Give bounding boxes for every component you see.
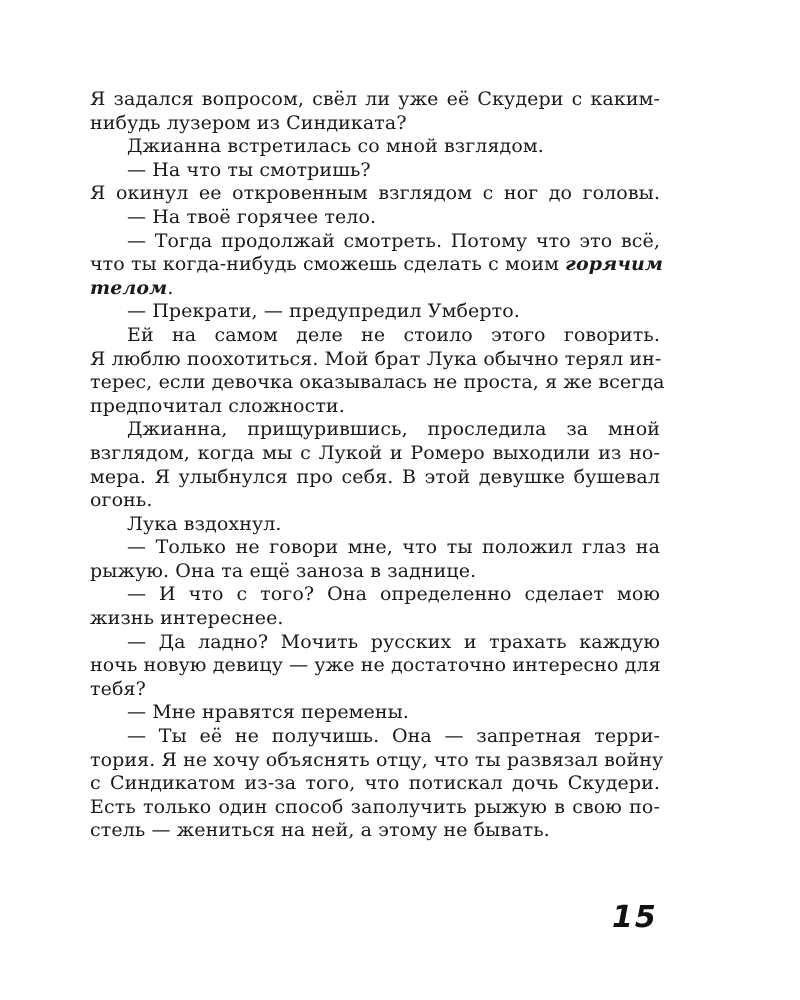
text-line [90,678,660,702]
text-line [90,607,660,631]
text-line [90,654,660,678]
text-line [90,796,660,820]
text-line [90,725,660,749]
line-text: — Прекрати, — предупредил Умберто. [127,300,520,323]
line-text: — На что ты смотришь? [127,158,371,181]
text-line [90,489,660,513]
text-line [90,442,660,466]
italic-emphasis: горячим [565,253,664,276]
line-text: — Тогда продолжай смотреть. Потому что это всё, [127,229,660,252]
line-text: взглядом, когда мы с Лукой и Ромеро выходили из но- [90,441,660,464]
line-text: — Мне нравятся перемены. [127,701,410,724]
line-text: стель — жениться на ней, а этому не бывать. [90,819,550,842]
text-line [90,159,660,183]
text-line [90,300,660,324]
text-line [90,253,664,277]
line-text: Джианна, прищурившись, проследила за мной [127,418,660,441]
line-text: рыжую. Она та ещё заноза в заднице. [90,559,477,582]
text-line [90,206,660,230]
text-line [90,466,660,490]
line-text: — Только не говори мне, что ты положил глаз на [127,536,660,559]
text-line [90,819,660,843]
text-line [90,418,660,442]
text-line [90,560,660,584]
page-body-text [90,88,665,843]
line-text: . [167,276,174,299]
text-line [90,701,660,725]
text-line [90,536,660,560]
line-text: Джианна встретилась со мной взглядом. [127,135,544,158]
text-line [90,583,660,607]
text-line [90,230,660,254]
italic-emphasis: телом [90,276,168,299]
line-text: тебя? [90,677,146,700]
line-text: предпочитал сложности. [90,394,345,417]
text-line [90,772,660,796]
line-text: нибудь лузером из Синдиката? [90,111,407,134]
text-line [90,395,660,419]
text-line [90,88,660,112]
text-line [90,631,660,655]
line-text: огонь. [90,489,153,512]
text-line [90,112,660,136]
line-text: мера. Я улыбнулся про себя. В этой девушке бушевал [90,465,660,488]
text-line [90,324,660,348]
line-text: Я окинул ее откровенным взглядом с ног до головы. [90,182,660,205]
text-line [90,748,664,773]
text-line [90,348,660,372]
line-text: — На твоё горячее тело. [127,205,377,228]
line-text: Ей на самом деле не стоило этого говорить. [127,323,660,346]
text-line [90,371,665,395]
line-text: Есть только один способ заполучить рыжую в свою по- [90,795,660,818]
page-number: 15 [612,900,658,935]
line-text: — Ты её не получишь. Она — запретная терри- [127,725,660,748]
line-text: жизнь интереснее. [90,607,284,630]
text-line [90,135,660,159]
line-text: терес, если девочка оказывалась не проста, я же всегда [90,371,665,394]
line-text: ночь новую девицу — уже не достаточно интересно для [90,654,661,677]
text-line [90,182,660,206]
line-text: Я задался вопросом, свёл ли уже её Скудери с каким- [90,88,660,110]
text-line [90,277,660,301]
line-text: что ты когда-нибудь сможешь сделать с моим [90,253,566,276]
line-text: — И что с того? Она определенно сделает мою [127,583,660,606]
line-text: Я люблю поохотиться. Мой брат Лука обычно терял ин- [90,347,662,370]
line-text: с Синдикатом из-за того, что потискал дочь Скудери. [90,772,660,795]
line-text: Лука вздохнул. [127,512,282,535]
line-text: — Да ладно? Мочить русских и трахать каждую [127,630,660,653]
text-line [90,513,660,537]
line-text: тория. Я не хочу объяснять отцу, что ты развязал войну [90,748,664,771]
